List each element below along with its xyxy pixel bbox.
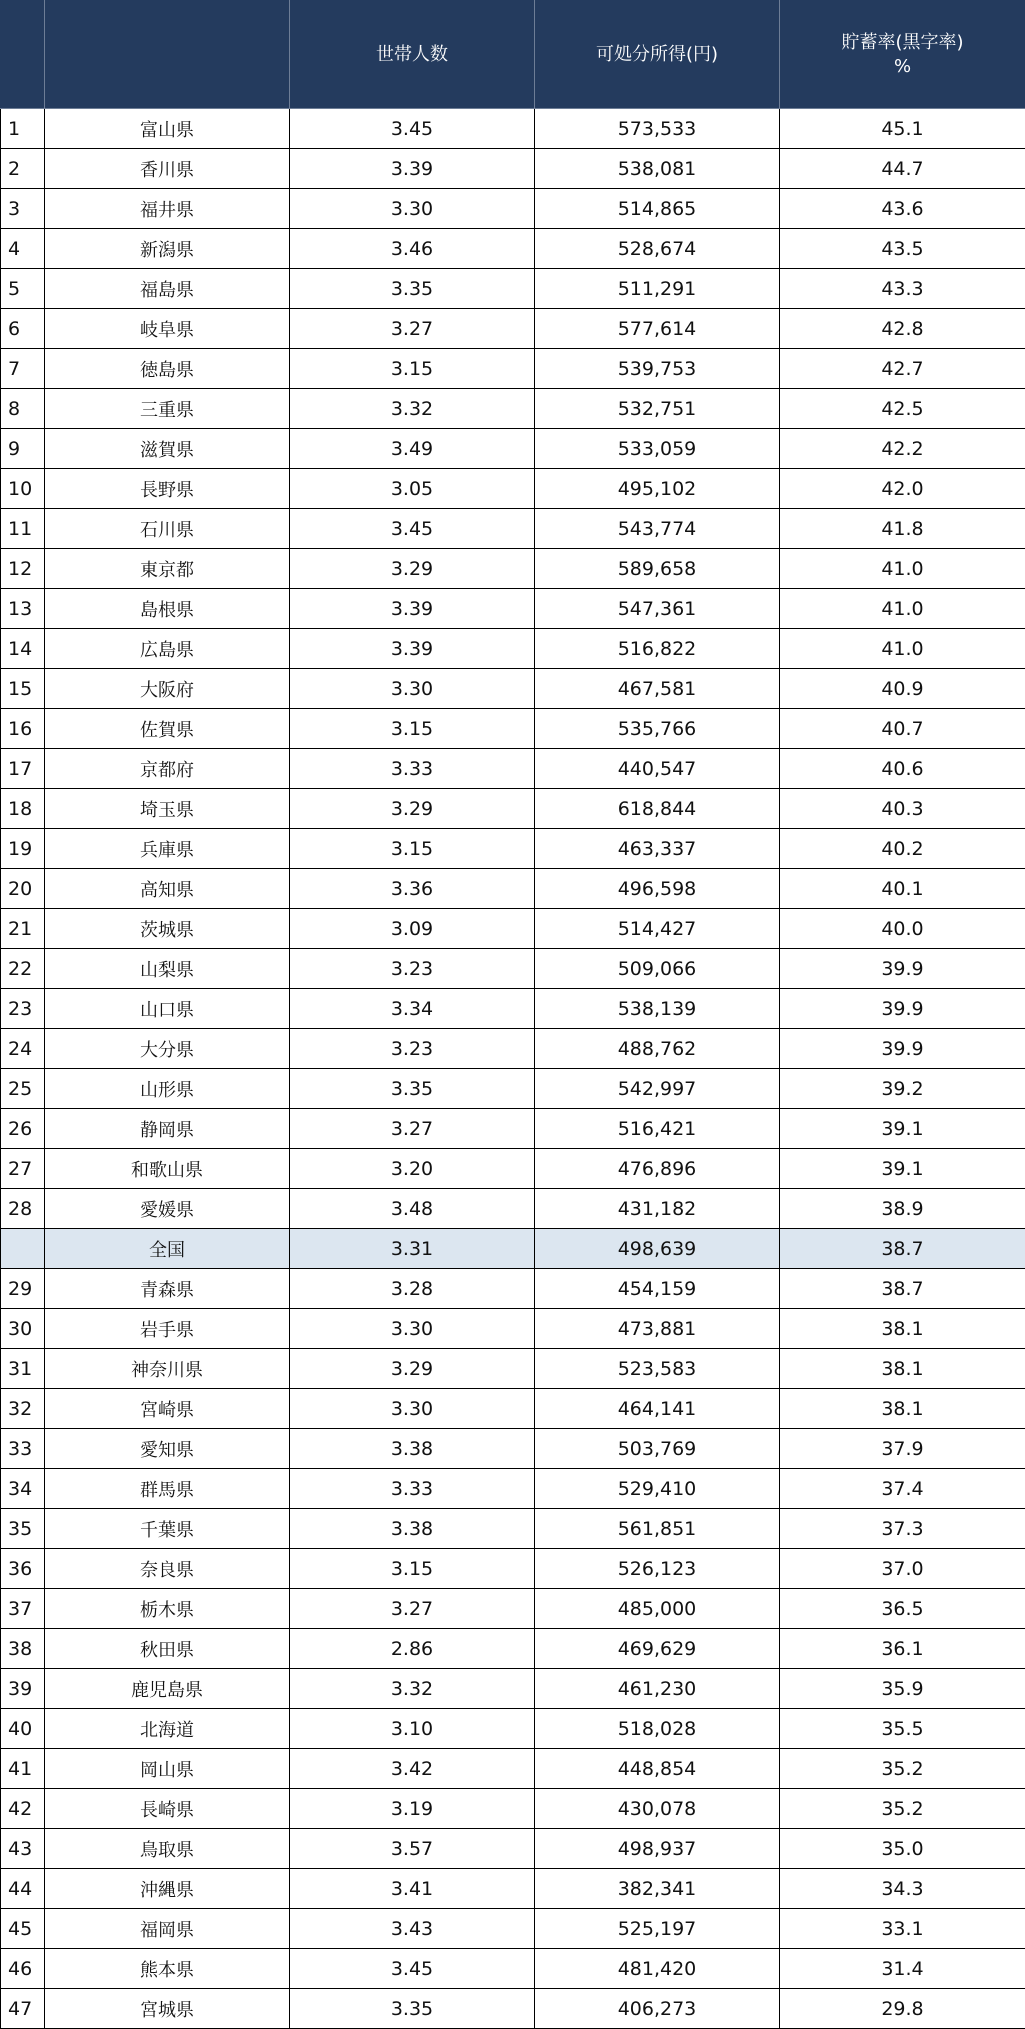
disposable-income-cell: 440,547 [535,749,780,789]
disposable-income-cell: 509,066 [535,949,780,989]
disposable-income-cell: 498,937 [535,1829,780,1869]
rank-cell: 4 [1,229,45,269]
savings-rate-cell: 31.4 [780,1949,1025,1989]
savings-rate-cell: 40.1 [780,869,1025,909]
household-size-cell: 3.36 [290,869,535,909]
savings-rate-cell: 40.6 [780,749,1025,789]
savings-rate-cell: 37.3 [780,1509,1025,1549]
savings-rate-cell: 43.3 [780,269,1025,309]
rank-cell: 32 [1,1389,45,1429]
savings-rate-cell: 39.1 [780,1109,1025,1149]
savings-rate-cell: 38.1 [780,1389,1025,1429]
prefecture-cell: 北海道 [45,1709,290,1749]
savings-rate-cell: 42.8 [780,309,1025,349]
prefecture-cell: 鹿児島県 [45,1669,290,1709]
disposable-income-cell: 547,361 [535,589,780,629]
household-size-cell: 2.86 [290,1629,535,1669]
rank-cell: 25 [1,1069,45,1109]
savings-rate-cell: 42.5 [780,389,1025,429]
disposable-income-cell: 473,881 [535,1309,780,1349]
table-row [1,1069,1025,1109]
table-row [1,1909,1025,1949]
savings-rate-cell: 29.8 [780,1989,1025,2029]
table-row [1,709,1025,749]
rank-cell: 9 [1,429,45,469]
disposable-income-cell: 503,769 [535,1429,780,1469]
savings-rate-cell: 37.4 [780,1469,1025,1509]
rank-cell: 11 [1,509,45,549]
household-size-cell: 3.30 [290,1309,535,1349]
rank-cell: 8 [1,389,45,429]
table-row [1,1749,1025,1789]
prefecture-cell: 和歌山県 [45,1149,290,1189]
disposable-income-cell: 528,674 [535,229,780,269]
prefecture-cell: 三重県 [45,389,290,429]
disposable-income-cell: 618,844 [535,789,780,829]
prefecture-cell: 奈良県 [45,1549,290,1589]
rank-cell: 23 [1,989,45,1029]
table-row [1,549,1025,589]
table-row [1,829,1025,869]
table-row [1,629,1025,669]
savings-rate-cell: 39.9 [780,949,1025,989]
prefecture-cell: 岩手県 [45,1309,290,1349]
savings-rate-cell: 38.7 [780,1269,1025,1309]
prefecture-cell: 栃木県 [45,1589,290,1629]
prefecture-cell: 東京都 [45,549,290,589]
header-row [1,1,1025,109]
table-row [1,309,1025,349]
disposable-income-cell: 538,139 [535,989,780,1029]
household-size-cell: 3.49 [290,429,535,469]
household-size-cell: 3.30 [290,1389,535,1429]
disposable-income-cell: 516,822 [535,629,780,669]
disposable-income-cell: 469,629 [535,1629,780,1669]
household-size-cell: 3.09 [290,909,535,949]
disposable-income-cell: 525,197 [535,1909,780,1949]
savings-rate-cell: 41.0 [780,589,1025,629]
table-row [1,469,1025,509]
table-row [1,909,1025,949]
savings-rate-cell: 34.3 [780,1869,1025,1909]
table-row [1,869,1025,909]
table-row [1,1509,1025,1549]
savings-rate-cell: 38.9 [780,1189,1025,1229]
savings-rate-cell: 36.5 [780,1589,1025,1629]
prefecture-cell: 千葉県 [45,1509,290,1549]
savings-rate-cell: 40.2 [780,829,1025,869]
table-row [1,109,1025,149]
rank-cell: 3 [1,189,45,229]
disposable-income-cell: 496,598 [535,869,780,909]
rank-cell: 14 [1,629,45,669]
prefecture-cell: 山梨県 [45,949,290,989]
national-average-row [1,1229,1025,1269]
table-row [1,269,1025,309]
disposable-income-cell: 511,291 [535,269,780,309]
rank-cell: 26 [1,1109,45,1149]
prefecture-cell: 佐賀県 [45,709,290,749]
prefecture-cell: 高知県 [45,869,290,909]
household-size-cell: 3.15 [290,349,535,389]
disposable-income-cell: 464,141 [535,1389,780,1429]
header-savings-rate-label: 貯蓄率(黒字率) [780,31,1025,55]
household-size-cell: 3.29 [290,549,535,589]
header-household-size: 世帯人数 [290,1,535,109]
savings-rate-cell: 37.9 [780,1429,1025,1469]
disposable-income-cell: 532,751 [535,389,780,429]
prefecture-cell: 熊本県 [45,1949,290,1989]
savings-rate-cell: 39.9 [780,989,1025,1029]
rank-cell: 34 [1,1469,45,1509]
household-size-cell: 3.39 [290,629,535,669]
savings-rate-cell: 42.0 [780,469,1025,509]
disposable-income-cell: 406,273 [535,1989,780,2029]
rank-cell: 6 [1,309,45,349]
savings-rate-cell: 40.0 [780,909,1025,949]
rank-cell: 18 [1,789,45,829]
prefecture-cell: 愛知県 [45,1429,290,1469]
rank-cell: 24 [1,1029,45,1069]
rank-cell: 10 [1,469,45,509]
rank-cell: 47 [1,1989,45,2029]
table-row [1,389,1025,429]
table-row [1,1029,1025,1069]
savings-rate-cell: 35.0 [780,1829,1025,1869]
disposable-income-cell: 498,639 [535,1229,780,1269]
table-row [1,1669,1025,1709]
household-size-cell: 3.33 [290,1469,535,1509]
savings-rate-cell: 40.3 [780,789,1025,829]
household-size-cell: 3.45 [290,1949,535,1989]
household-size-cell: 3.57 [290,1829,535,1869]
savings-rate-cell: 35.2 [780,1789,1025,1829]
table-row [1,1589,1025,1629]
disposable-income-cell: 538,081 [535,149,780,189]
rank-cell: 30 [1,1309,45,1349]
table-row [1,509,1025,549]
table-row [1,989,1025,1029]
table-row [1,1949,1025,1989]
prefecture-cell: 石川県 [45,509,290,549]
household-size-cell: 3.32 [290,389,535,429]
prefecture-cell: 秋田県 [45,1629,290,1669]
table-row [1,1549,1025,1589]
table-row [1,1629,1025,1669]
disposable-income-cell: 461,230 [535,1669,780,1709]
rank-cell: 20 [1,869,45,909]
prefecture-cell: 愛媛県 [45,1189,290,1229]
household-size-cell: 3.15 [290,709,535,749]
household-size-cell: 3.33 [290,749,535,789]
rank-cell: 35 [1,1509,45,1549]
disposable-income-cell: 514,865 [535,189,780,229]
savings-rate-cell: 38.1 [780,1349,1025,1389]
disposable-income-cell: 467,581 [535,669,780,709]
rank-cell: 31 [1,1349,45,1389]
table-row [1,789,1025,829]
table-row [1,1109,1025,1149]
household-size-cell: 3.43 [290,1909,535,1949]
table-header [1,1,1025,109]
table-row [1,1309,1025,1349]
household-size-cell: 3.28 [290,1269,535,1309]
household-size-cell: 3.19 [290,1789,535,1829]
household-size-cell: 3.27 [290,309,535,349]
disposable-income-cell: 431,182 [535,1189,780,1229]
household-size-cell: 3.48 [290,1189,535,1229]
table-row [1,429,1025,469]
rank-cell: 21 [1,909,45,949]
savings-rate-cell: 43.5 [780,229,1025,269]
rank-cell: 15 [1,669,45,709]
prefecture-cell: 香川県 [45,149,290,189]
prefecture-cell: 山口県 [45,989,290,1029]
prefecture-cell: 鳥取県 [45,1829,290,1869]
rank-cell: 1 [1,109,45,149]
household-size-cell: 3.32 [290,1669,535,1709]
household-size-cell: 3.27 [290,1109,535,1149]
prefecture-cell: 徳島県 [45,349,290,389]
household-size-cell: 3.30 [290,669,535,709]
rank-cell: 46 [1,1949,45,1989]
savings-rate-cell: 38.1 [780,1309,1025,1349]
disposable-income-cell: 495,102 [535,469,780,509]
prefecture-cell: 山形県 [45,1069,290,1109]
table-row [1,1709,1025,1749]
rank-cell: 16 [1,709,45,749]
household-size-cell: 3.35 [290,269,535,309]
prefecture-cell: 埼玉県 [45,789,290,829]
prefecture-cell: 大分県 [45,1029,290,1069]
table-row [1,669,1025,709]
disposable-income-cell: 430,078 [535,1789,780,1829]
household-size-cell: 3.31 [290,1229,535,1269]
rank-cell: 44 [1,1869,45,1909]
table-row [1,1989,1025,2029]
savings-rate-cell: 35.5 [780,1709,1025,1749]
table-row [1,589,1025,629]
prefecture-cell: 滋賀県 [45,429,290,469]
rank-cell: 27 [1,1149,45,1189]
rank-cell: 40 [1,1709,45,1749]
rank-cell: 7 [1,349,45,389]
savings-rate-cell: 44.7 [780,149,1025,189]
prefecture-cell: 福島県 [45,269,290,309]
household-size-cell: 3.29 [290,1349,535,1389]
rank-cell: 29 [1,1269,45,1309]
household-size-cell: 3.15 [290,829,535,869]
savings-rate-cell: 39.9 [780,1029,1025,1069]
savings-rate-cell: 37.0 [780,1549,1025,1589]
table-row [1,1149,1025,1189]
savings-rate-cell: 38.7 [780,1229,1025,1269]
table-row [1,1389,1025,1429]
disposable-income-cell: 454,159 [535,1269,780,1309]
savings-rate-cell: 41.8 [780,509,1025,549]
household-size-cell: 3.34 [290,989,535,1029]
table-row [1,1829,1025,1869]
prefecture-cell: 沖縄県 [45,1869,290,1909]
table-row [1,1349,1025,1389]
rank-cell: 43 [1,1829,45,1869]
table-row [1,1869,1025,1909]
household-size-cell: 3.35 [290,1069,535,1109]
household-size-cell: 3.45 [290,509,535,549]
rank-cell: 39 [1,1669,45,1709]
prefecture-cell: 大阪府 [45,669,290,709]
household-size-cell: 3.45 [290,109,535,149]
rank-cell: 42 [1,1789,45,1829]
prefecture-cell: 岐阜県 [45,309,290,349]
rank-cell [1,1229,45,1269]
disposable-income-cell: 543,774 [535,509,780,549]
household-size-cell: 3.23 [290,1029,535,1069]
rank-cell: 5 [1,269,45,309]
table-row [1,229,1025,269]
table-row [1,189,1025,229]
prefecture-cell: 宮崎県 [45,1389,290,1429]
header-savings-rate-unit: % [780,55,1025,79]
disposable-income-cell: 526,123 [535,1549,780,1589]
rank-cell: 13 [1,589,45,629]
table-row [1,1469,1025,1509]
household-size-cell: 3.23 [290,949,535,989]
disposable-income-cell: 448,854 [535,1749,780,1789]
prefecture-cell: 京都府 [45,749,290,789]
prefecture-cell: 福井県 [45,189,290,229]
disposable-income-cell: 573,533 [535,109,780,149]
household-size-cell: 3.38 [290,1429,535,1469]
prefecture-cell: 長野県 [45,469,290,509]
savings-rate-cell: 39.1 [780,1149,1025,1189]
household-size-cell: 3.35 [290,1989,535,2029]
household-size-cell: 3.15 [290,1549,535,1589]
prefecture-cell: 茨城県 [45,909,290,949]
household-size-cell: 3.05 [290,469,535,509]
table-body [1,109,1025,2029]
savings-rate-cell: 43.6 [780,189,1025,229]
rank-cell: 37 [1,1589,45,1629]
rank-cell: 19 [1,829,45,869]
prefecture-cell: 宮城県 [45,1989,290,2029]
prefecture-cell: 青森県 [45,1269,290,1309]
household-size-cell: 3.39 [290,589,535,629]
header-savings-rate [780,1,1025,109]
disposable-income-cell: 529,410 [535,1469,780,1509]
table-row [1,1789,1025,1829]
rank-cell: 33 [1,1429,45,1469]
prefecture-cell: 神奈川県 [45,1349,290,1389]
savings-rate-cell: 36.1 [780,1629,1025,1669]
prefecture-cell: 長崎県 [45,1789,290,1829]
disposable-income-cell: 589,658 [535,549,780,589]
savings-rate-cell: 39.2 [780,1069,1025,1109]
savings-rate-cell: 42.2 [780,429,1025,469]
disposable-income-cell: 514,427 [535,909,780,949]
household-size-cell: 3.39 [290,149,535,189]
disposable-income-cell: 518,028 [535,1709,780,1749]
header-disposable-income: 可処分所得(円) [535,1,780,109]
disposable-income-cell: 476,896 [535,1149,780,1189]
savings-rate-cell: 45.1 [780,109,1025,149]
disposable-income-cell: 535,766 [535,709,780,749]
household-size-cell: 3.46 [290,229,535,269]
rank-cell: 22 [1,949,45,989]
savings-rate-cell: 35.2 [780,1749,1025,1789]
household-size-cell: 3.30 [290,189,535,229]
table-row [1,749,1025,789]
rank-cell: 45 [1,1909,45,1949]
household-size-cell: 3.27 [290,1589,535,1629]
disposable-income-cell: 463,337 [535,829,780,869]
disposable-income-cell: 488,762 [535,1029,780,1069]
savings-rate-cell: 41.0 [780,549,1025,589]
rank-cell: 28 [1,1189,45,1229]
disposable-income-cell: 382,341 [535,1869,780,1909]
disposable-income-cell: 481,420 [535,1949,780,1989]
table-row [1,149,1025,189]
rank-cell: 12 [1,549,45,589]
header-prefecture-cell [45,1,290,109]
prefecture-cell: 全国 [45,1229,290,1269]
table-row [1,349,1025,389]
disposable-income-cell: 542,997 [535,1069,780,1109]
savings-rate-cell: 35.9 [780,1669,1025,1709]
disposable-income-cell: 577,614 [535,309,780,349]
table-row [1,949,1025,989]
prefecture-cell: 富山県 [45,109,290,149]
savings-rate-cell: 33.1 [780,1909,1025,1949]
prefecture-cell: 静岡県 [45,1109,290,1149]
household-size-cell: 3.10 [290,1709,535,1749]
rank-cell: 41 [1,1749,45,1789]
savings-rate-cell: 40.7 [780,709,1025,749]
savings-rate-cell: 41.0 [780,629,1025,669]
prefecture-cell: 福岡県 [45,1909,290,1949]
header-rank-cell [1,1,45,109]
rank-cell: 17 [1,749,45,789]
disposable-income-cell: 485,000 [535,1589,780,1629]
household-size-cell: 3.41 [290,1869,535,1909]
table-row [1,1189,1025,1229]
table-row [1,1429,1025,1469]
household-size-cell: 3.29 [290,789,535,829]
household-size-cell: 3.38 [290,1509,535,1549]
savings-rate-cell: 42.7 [780,349,1025,389]
rank-cell: 2 [1,149,45,189]
disposable-income-cell: 523,583 [535,1349,780,1389]
prefecture-cell: 島根県 [45,589,290,629]
prefecture-cell: 新潟県 [45,229,290,269]
disposable-income-cell: 539,753 [535,349,780,389]
prefecture-cell: 兵庫県 [45,829,290,869]
prefecture-cell: 群馬県 [45,1469,290,1509]
table-row [1,1269,1025,1309]
household-size-cell: 3.42 [290,1749,535,1789]
prefecture-cell: 広島県 [45,629,290,669]
disposable-income-cell: 533,059 [535,429,780,469]
disposable-income-cell: 561,851 [535,1509,780,1549]
rank-cell: 36 [1,1549,45,1589]
disposable-income-cell: 516,421 [535,1109,780,1149]
rank-cell: 38 [1,1629,45,1669]
household-size-cell: 3.20 [290,1149,535,1189]
prefecture-cell: 岡山県 [45,1749,290,1789]
savings-rate-cell: 40.9 [780,669,1025,709]
